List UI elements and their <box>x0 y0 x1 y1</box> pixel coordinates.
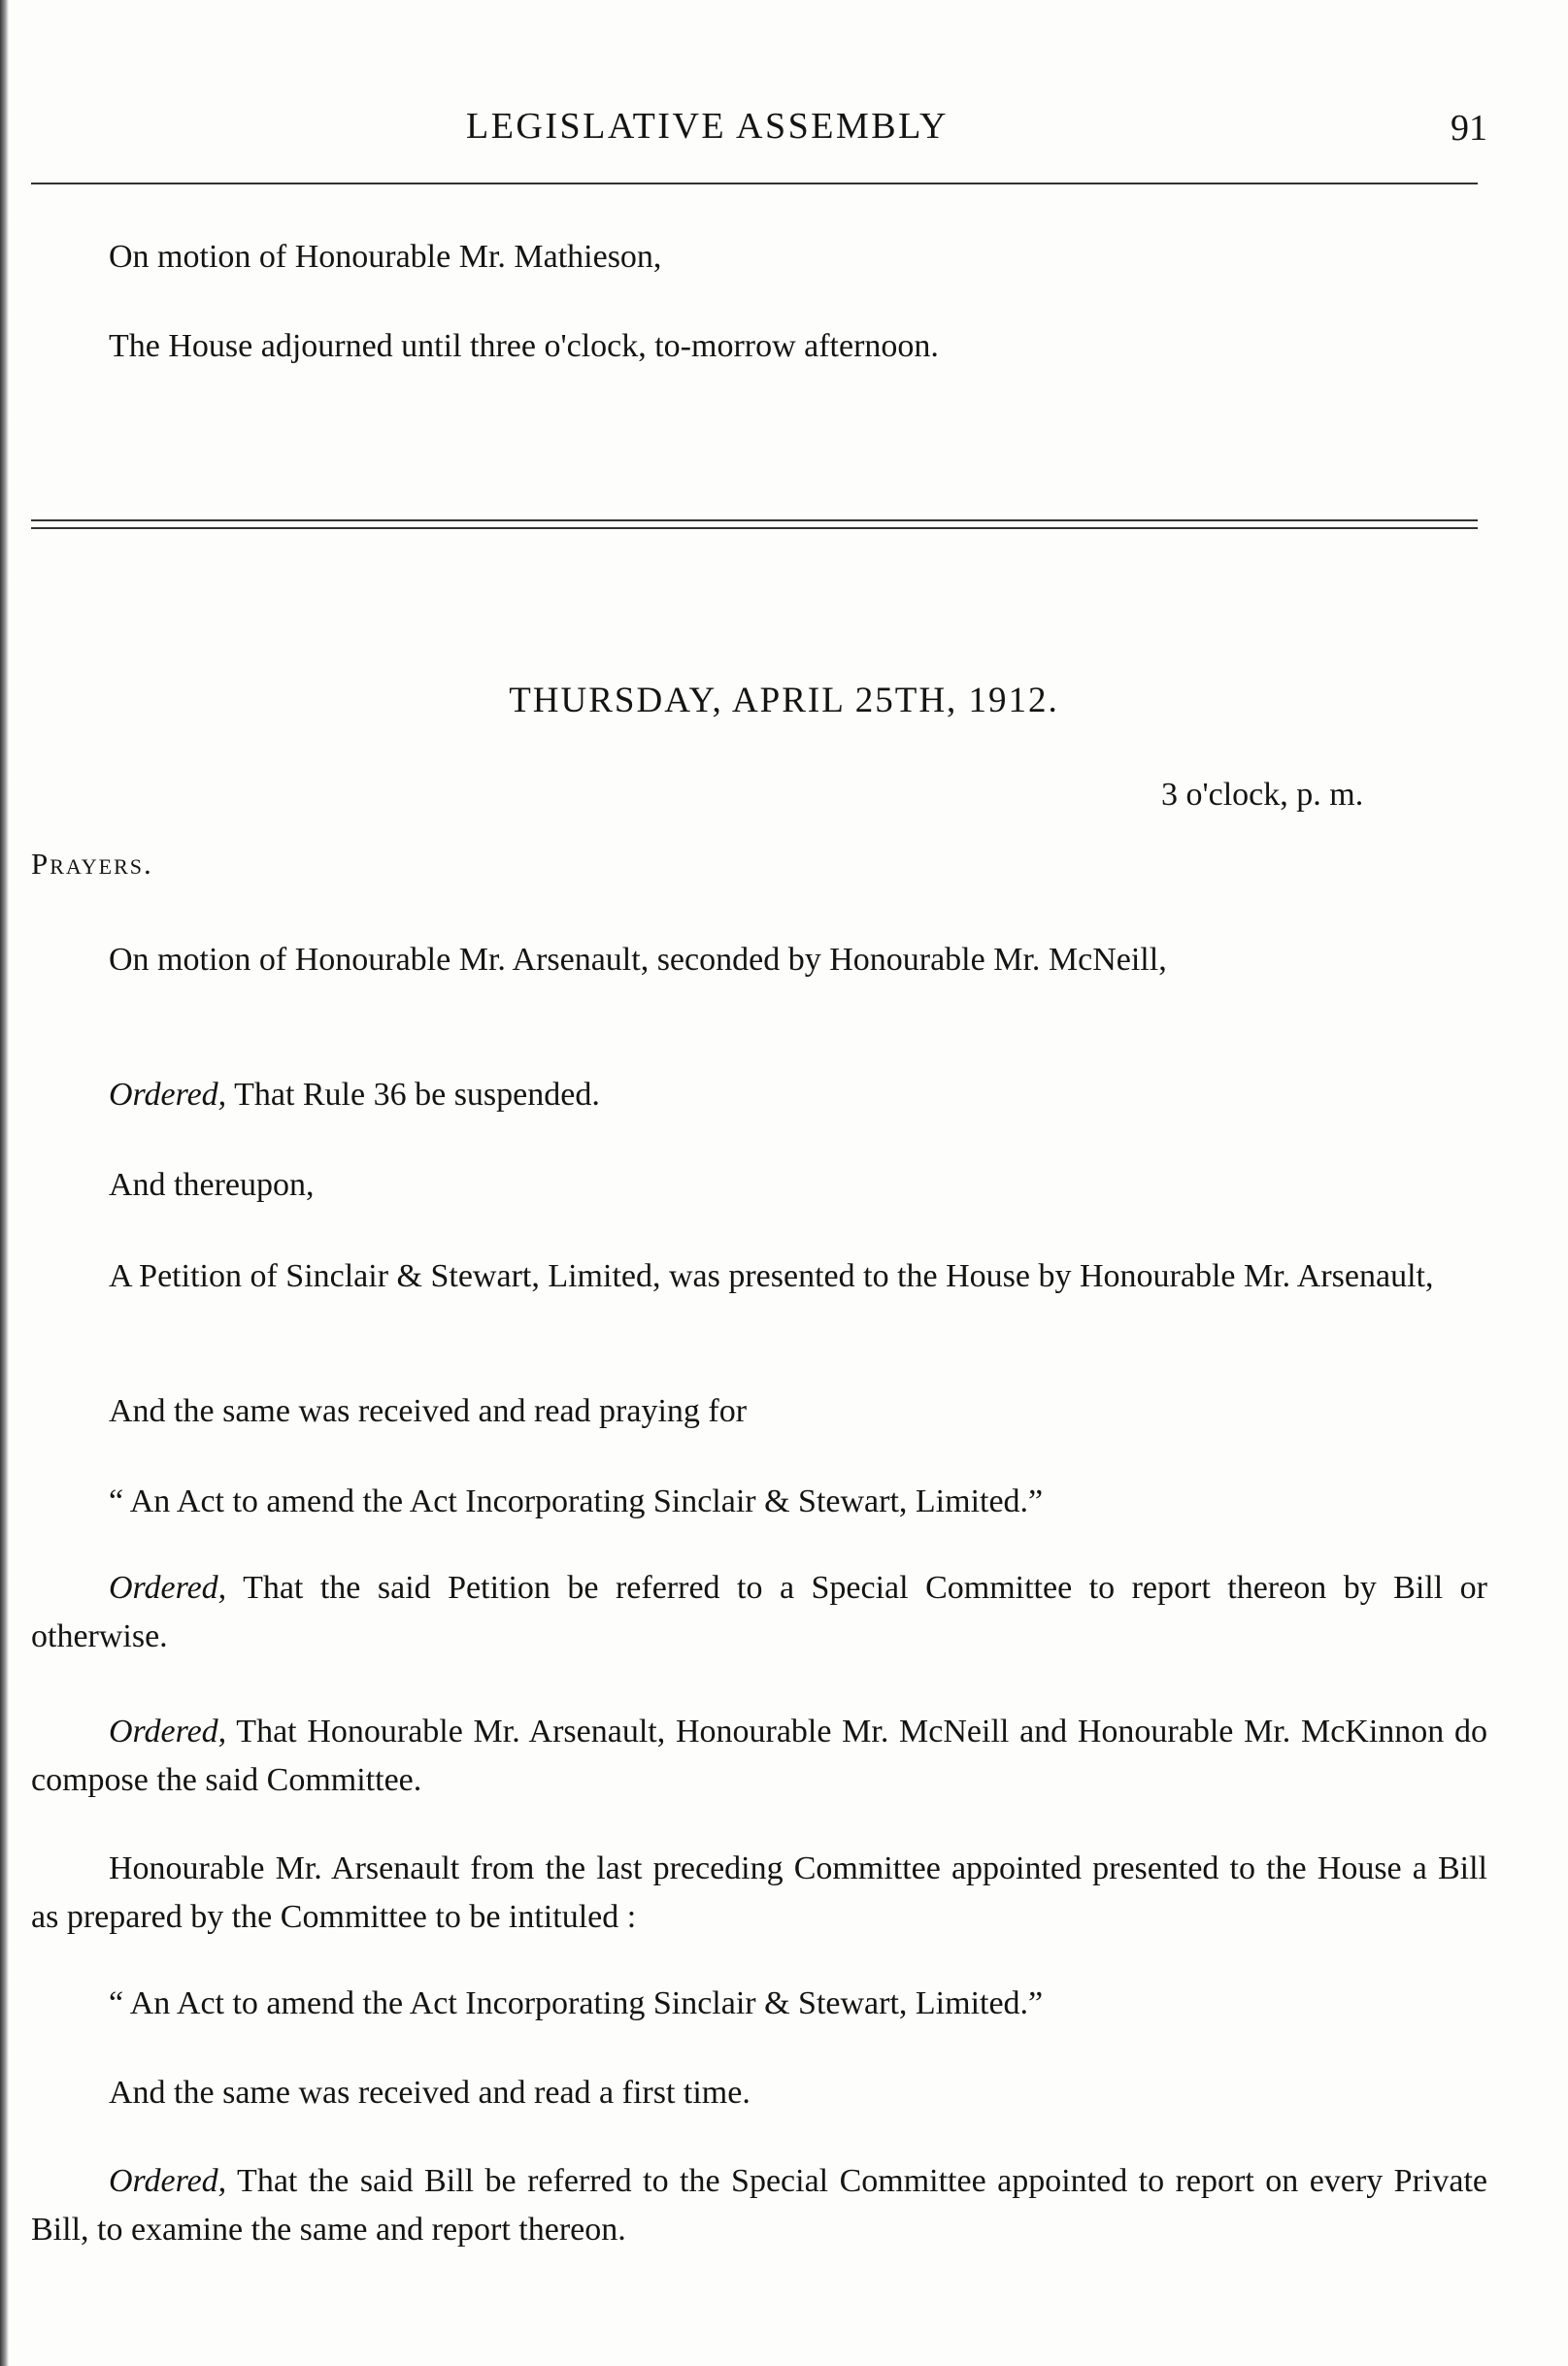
running-title: LEGISLATIVE ASSEMBLY <box>466 106 949 147</box>
rule-order-text: That Rule 36 be suspended. <box>234 1077 600 1113</box>
referral-order <box>31 2157 1487 2254</box>
committee-order <box>31 1564 1487 1661</box>
act-title-quote: “ An Act to amend the Act Incorporating Sinclair & Stewart, Limited.” <box>109 1985 1044 2021</box>
ordered-label: Ordered, <box>109 1077 227 1113</box>
act-title-quote: “ An Act to amend the Act Incorporating Sinclair & Stewart, Limited.” <box>109 1483 1044 1519</box>
sitting-time: 3 o'clock, p. m. <box>1161 777 1364 813</box>
page-binding-edge <box>0 0 9 2366</box>
referral-order-text: That the said Bill be referred to the Special Committee appointed to report on every Private Bill, to examine the same and report thereon. <box>31 2163 1487 2248</box>
section-rule-lower <box>31 527 1478 529</box>
report-bill-text: Honourable Mr. Arsenault from the last preceding Committee appointed presented to the House a Bill as prepared by the Committee to be intituled : <box>31 1850 1487 1935</box>
first-reading-text: And the same was received and read a first time. <box>109 2075 751 2111</box>
section-rule-upper <box>31 519 1478 521</box>
petition-text: A Petition of Sinclair & Stewart, Limited, was presented to the House by Honourable Mr. Arsenault, <box>109 1258 1434 1294</box>
adjournment-text: The House adjourned until three o'clock, to-morrow afternoon. <box>109 328 939 364</box>
thereupon-text: And thereupon, <box>109 1167 315 1203</box>
compose-order-text: That Honourable Mr. Arsenault, Honourable Mr. McNeill and Honourable Mr. McKinnon do compose the said Committee. <box>31 1714 1488 1798</box>
page-number: 91 <box>1451 108 1487 149</box>
page-header <box>0 105 1568 163</box>
motion-mathieson: On motion of Honourable Mr. Mathieson, <box>109 239 662 275</box>
ordered-label: Ordered, <box>109 1570 227 1606</box>
compose-order <box>31 1708 1487 1805</box>
motion-arsenault: On motion of Honourable Mr. Arsenault, seconded by Honourable Mr. McNeill, <box>109 942 1167 978</box>
received-praying-text: And the same was received and read praying for <box>109 1393 748 1429</box>
prayers-heading: Prayers. <box>31 847 153 881</box>
sitting-date-heading: THURSDAY, APRIL 25TH, 1912. <box>509 681 1059 720</box>
committee-order-text: That the said Petition be referred to a Special Committee to report thereon by Bill or otherwise. <box>31 1570 1487 1654</box>
header-rule <box>31 183 1478 184</box>
ordered-label: Ordered, <box>109 1714 227 1750</box>
rule-order <box>31 1071 1487 1119</box>
ordered-label: Ordered, <box>109 2163 227 2199</box>
